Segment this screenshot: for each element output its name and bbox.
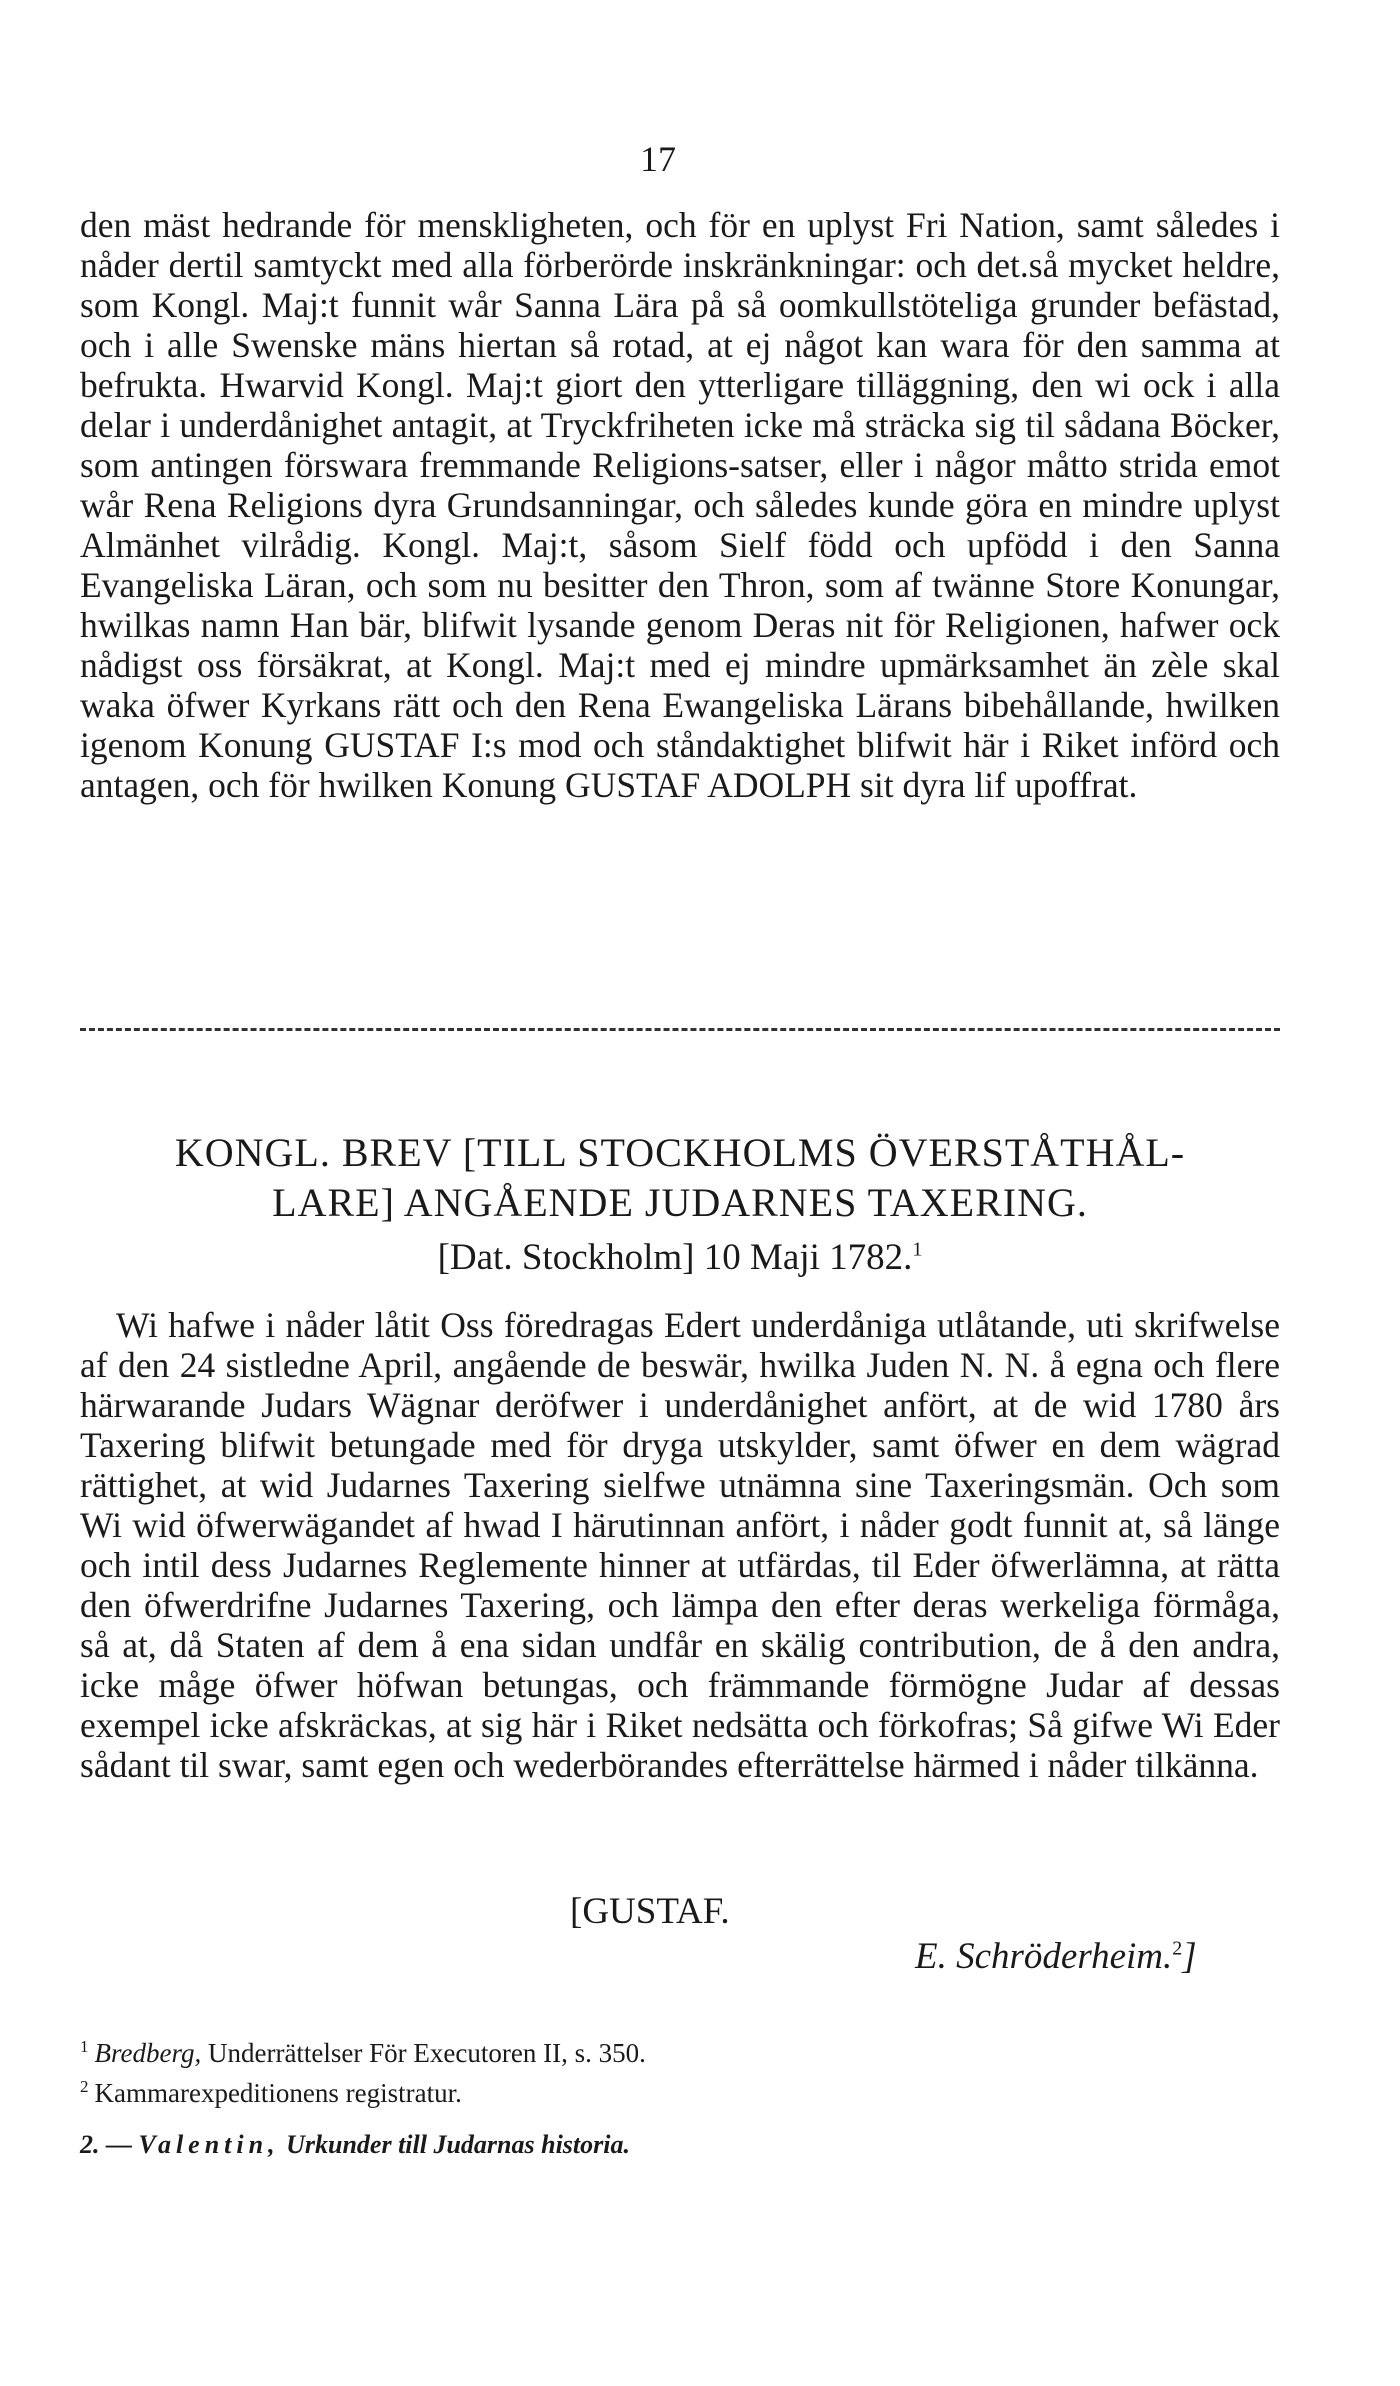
dateline-footnote-mark: 1 [912, 1238, 923, 1261]
footnote-2-mark: 2 [80, 2077, 89, 2096]
signature-secretary-name: E. Schröderheim. [915, 1936, 1173, 1977]
heading-line-2: LARE] ANGÅENDE JUDARNES TAXERING. [272, 1180, 1088, 1225]
paragraph-text: den mäst hedrande för menskligheten, och för en uplyst Fri Nation, samt således i nåder dertil samtyckt med alla förberörde inskränkningar: och det.så mycket heldre, som Kongl. Maj:t funnit wår Sanna Lära på så oomkullstöteliga grunder befästad, och i alle Swenske mäns hiertan så rotad, at ej något kan wara för den samma at befrukta. Hwarvid Kongl. Maj:t giort den ytterligare tilläggning, den wi ock i alla delar i underdånighet antagit, at Tryckfriheten icke må sträcka sig til sådana Böcker, som antingen förswara fremmande Religions-satser, eller i någor måtto strida emot wår Rena Religions dyra Grundsanningar, och således kunde göra en mindre uplyst Almänhet vilrådig. Kongl. Maj:t, såsom Sielf född och upfödd i den Sanna Evangeliska Läran, och som nu besitter den Thron, som af twänne Store Konungar, hwilkas namn Han bär, blifwit lysande genom Deras nit för Religionen, hafwer ock nådigst oss försäkrat, at Kongl. Maj:t med ej mindre upmärksamhet än zèle skal waka öfwer Kyrkans rätt och den Rena Ewangeliska Lärans bibehållande, hwilken igenom Konung GUSTAF I:s mod och ståndaktighet blifwit här i Riket införd och antagen, och för hwilken Konung GUSTAF ADOLPH sit dyra lif upoffrat. [80, 205, 1280, 805]
dateline-text: [Dat. Stockholm] 10 Maji 1782. [437, 1237, 913, 1278]
dateline [80, 1236, 1280, 1279]
footnote-2-text: Kammarexpeditionens registratur. [94, 2078, 462, 2108]
letter-body [80, 1305, 1280, 1785]
signature-king: [GUSTAF. [570, 1891, 730, 1932]
footnote-1-text: Underrättelser För Executoren II, s. 350. [207, 2038, 646, 2068]
footnote-1-mark: 1 [80, 2037, 89, 2056]
heading-line-1: KONGL. BREV [TILL STOCKHOLMS ÖVERSTÅTHÅL- [174, 1130, 1186, 1175]
footnotes [80, 2030, 1180, 2110]
page-number: 17 [640, 139, 676, 179]
footnote-1-author: Bredberg, [94, 2038, 202, 2068]
source-author: Valentin, [138, 2130, 280, 2159]
section-divider [80, 1028, 1280, 1031]
footnote-1 [80, 2030, 1180, 2070]
paragraph-continuation [80, 205, 1280, 805]
footnote-2 [80, 2070, 1180, 2110]
signature-footnote-mark: 2 [1172, 1937, 1183, 1960]
section-heading [80, 1128, 1280, 1228]
source-title: Urkunder till Judarnas historia. [286, 2130, 630, 2159]
source-number: 2. — [80, 2130, 132, 2159]
signature-secretary [915, 1935, 1197, 1978]
signature-bracket: ] [1182, 1936, 1197, 1977]
source-citation [80, 2130, 630, 2160]
letter-paragraph: Wi hafwe i nåder låtit Oss föredragas Edert underdåniga utlåtande, uti skrifwelse af den 24 sistledne April, angående de beswär, hwilka Juden N. N. å egna och flere härwarande Judars Wägnar deröfwer i underdånighet anfört, at de wid 1780 års Taxering blifwit betungade med för dryga utskylder, samt öfwer en dem wägrad rättighet, at wid Judarnes Taxering sielfwe utnämna sine Taxeringsmän. Och som Wi wid öfwerwägandet af hwad I härutinnan anfört, i nåder godt funnit at, så länge och intil dess Judarnes Reglemente hinner at utfärdas, til Eder öfwerlämna, at rätta den öfwerdrifne Judarnes Taxering, och lämpa den efter deras werkeliga förmåga, så at, då Staten af dem å ena sidan undfår en skälig contribution, de å den andra, icke måge öfwer höfwan betungas, och främmande förmögne Judar af dessas exempel icke afskräckas, at sig här i Riket nedsätta och förkofras; Så gifwe Wi Eder sådant til swar, samt egen och wederbörandes efterrättelse härmed i nåder tilkänna. [80, 1305, 1280, 1785]
